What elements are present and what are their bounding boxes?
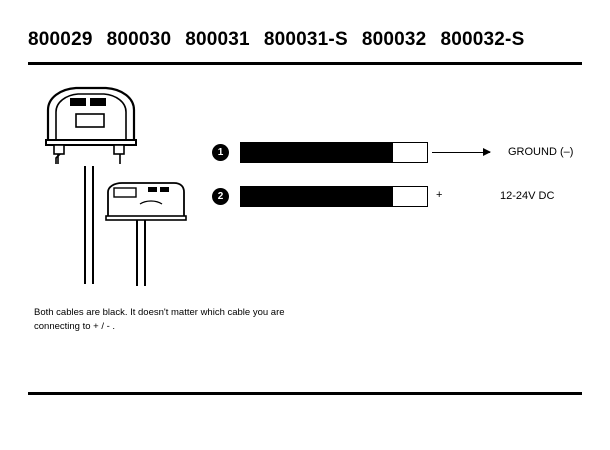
polarity-plus-sign: +: [436, 189, 443, 201]
part-number-2: 800031: [185, 29, 250, 50]
lamp-lead-a1: [84, 166, 86, 284]
lamp-housing-icon: [36, 84, 146, 174]
bottom-divider-rule: [28, 392, 582, 395]
cable-terminal-1: [392, 142, 428, 163]
wire-row-ground: [212, 142, 592, 166]
lamp-module-icon: [104, 180, 188, 222]
connection-arrow-1: [432, 152, 490, 153]
lamp-lead-a2: [92, 166, 94, 284]
lamp-lead-b1: [136, 220, 138, 286]
cable-body-1: [240, 142, 392, 163]
polarity-note-line-1: Both cables are black. It doesn't matter which cable you are: [34, 307, 285, 318]
wire-label-voltage: 12-24V DC: [500, 190, 555, 202]
polarity-note: [34, 306, 334, 334]
wire-number-badge-1: 1: [212, 144, 229, 161]
wire-label-ground: GROUND (–): [508, 146, 574, 158]
license-plate-lamp-illustration: [36, 84, 146, 174]
part-number-4: 800032: [361, 29, 427, 50]
wire-row-power: [212, 186, 592, 210]
wire-number-badge-2: 2: [212, 188, 229, 205]
part-number-list: [28, 30, 582, 49]
part-number-3: 800031-S: [263, 29, 348, 50]
part-number-1: 800030: [106, 29, 172, 50]
polarity-note-line-2: connecting to + / - .: [34, 320, 116, 332]
top-divider-rule: [28, 62, 582, 65]
lamp-module-illustration: [104, 180, 188, 222]
part-number-0: 800029: [28, 29, 93, 50]
cable-terminal-2: [392, 186, 428, 207]
lamp-lead-b2: [144, 220, 146, 286]
part-number-5: 800032-S: [440, 29, 525, 50]
cable-body-2: [240, 186, 392, 207]
